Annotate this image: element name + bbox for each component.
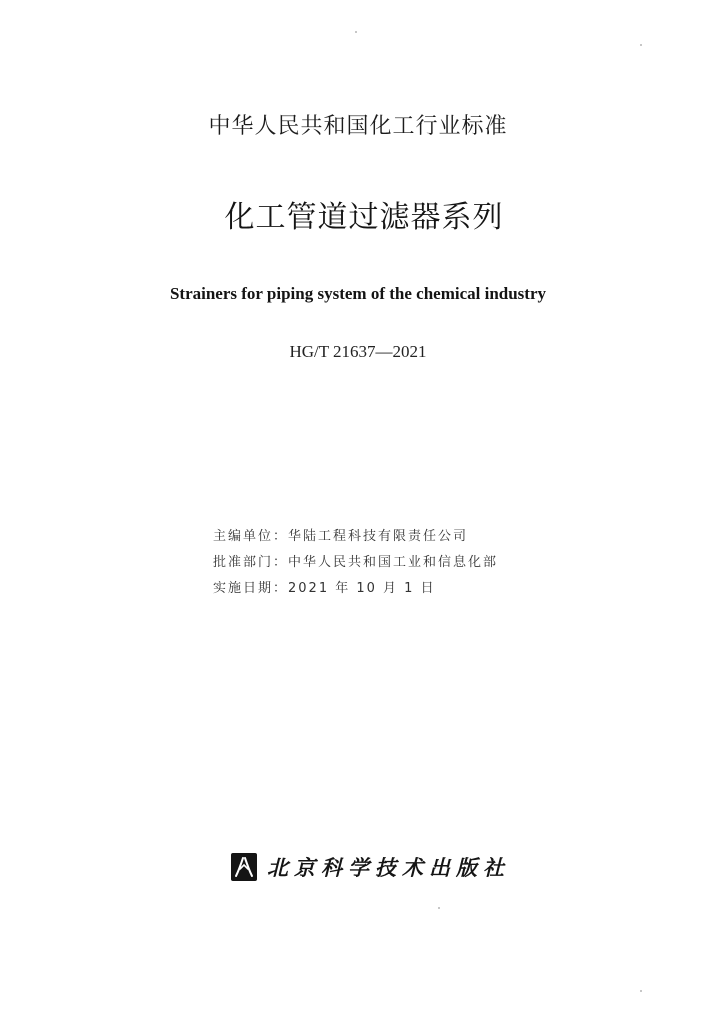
- scan-speck: [355, 31, 357, 33]
- document-title-cn: 化工管道过滤器系列: [224, 200, 504, 235]
- publisher: [231, 851, 510, 883]
- publisher-name: 北京科学技术出版社: [267, 855, 510, 880]
- approver-value: 中华人民共和国工业和信息化部: [288, 555, 499, 570]
- approver-label: 批准部门：: [213, 555, 289, 570]
- publisher-logo-icon: [231, 853, 257, 881]
- effective-date-label: 实施日期：: [213, 581, 289, 596]
- standard-number: HG/T 21637—2021: [289, 342, 427, 361]
- approver-row: [213, 550, 498, 576]
- scan-speck: [640, 990, 642, 992]
- editor-row: [213, 524, 498, 550]
- editor-label: 主编单位：: [213, 529, 289, 544]
- scan-speck: [640, 44, 642, 46]
- editor-value: 华陆工程科技有限责任公司: [288, 529, 469, 544]
- document-title-en: Strainers for piping system of the chemical industry: [169, 284, 547, 303]
- scan-speck: [438, 907, 440, 909]
- effective-date-value: 2021 年 10 月 1 日: [288, 581, 436, 596]
- publication-info: [213, 524, 498, 602]
- effective-date-row: [213, 576, 498, 602]
- standard-category: 中华人民共和国化工行业标准: [208, 114, 508, 139]
